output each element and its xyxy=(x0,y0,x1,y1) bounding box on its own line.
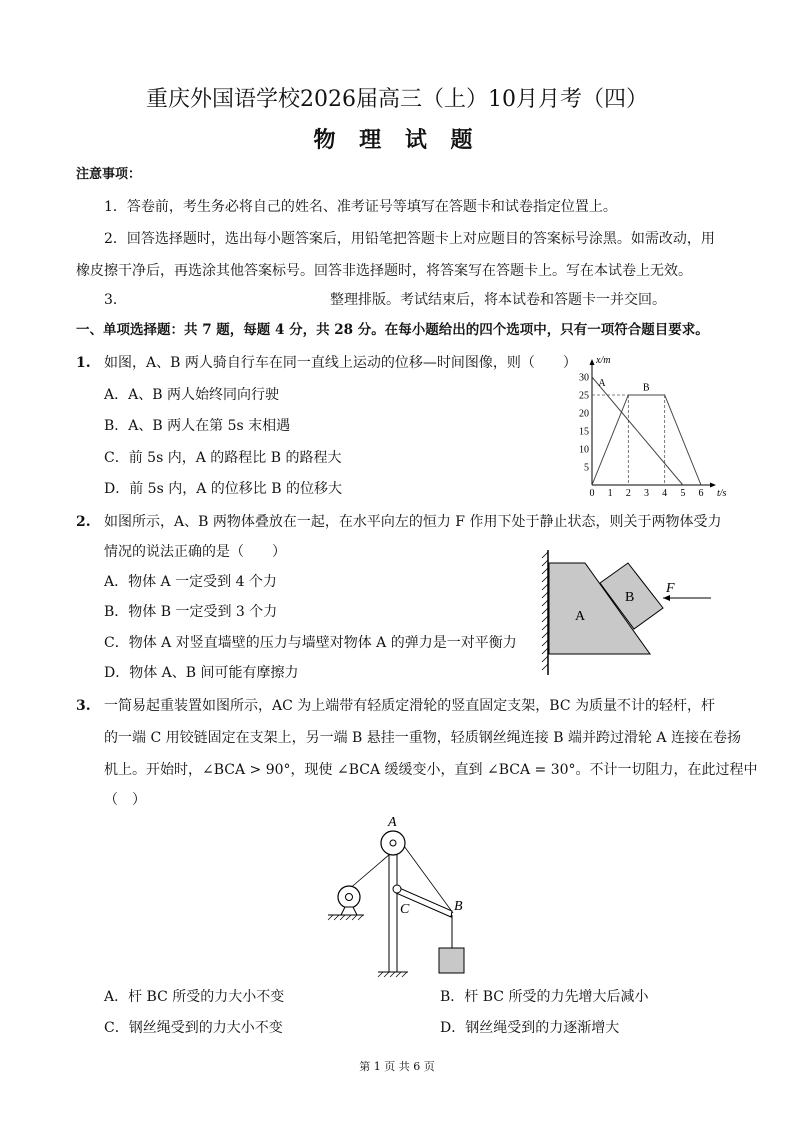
note-2-cont: 橡皮擦干净后，再选涂其他答案标号。回答非选择题时，将答案写在答题卡上。写在本试卷上无效。 xyxy=(76,263,692,279)
x-tick-label: 5 xyxy=(680,488,686,499)
q3-option-a: A．杆 BC 所受的力大小不变 xyxy=(104,989,285,1005)
q2-stem-1: 如图所示，A、B 两物体叠放在一起，在水平向左的恒力 F 作用下处于静止状态，则关于两物体受力 xyxy=(104,514,722,530)
section-heading: 一、单项选择题：共 7 题，每题 4 分，共 28 分。在每小题给出的四个选项中，只有一项符合题目要求。 xyxy=(76,322,709,338)
q1-option-b: B．A、B 两人在第 5s 末相遇 xyxy=(104,418,291,434)
x-axis-arrow xyxy=(710,483,716,488)
q2-stem-2: 情况的说法正确的是（ ） xyxy=(104,544,286,560)
q3-number: 3. xyxy=(76,698,91,714)
label-a: A xyxy=(575,609,586,624)
x-tick-label: 4 xyxy=(662,488,668,499)
q3-crane-figure xyxy=(320,805,490,985)
page-footer: 第 1 页 共 6 页 xyxy=(359,1060,435,1073)
label-c: C xyxy=(400,902,410,917)
y-axis-arrow xyxy=(590,359,595,365)
q1-stem: 如图，A、B 两人骑自行车在同一直线上运动的位移—时间图像，则（ ） xyxy=(104,355,577,371)
y-tick-label: 5 xyxy=(584,462,589,474)
note-2: 2．回答选择题时，选出每小题答案后，用铅笔把答题卡上对应题目的答案标号涂黑。如需改动，用 xyxy=(104,231,715,247)
subject-title: 物 理 试 题 xyxy=(313,127,481,153)
y-tick-label: 10 xyxy=(579,444,589,456)
q2-option-a: A．物体 A 一定受到 4 个力 xyxy=(104,574,277,590)
y-tick-label: 20 xyxy=(579,408,589,420)
x-tick-label: 6 xyxy=(698,488,704,499)
series-line-B xyxy=(592,395,701,485)
x-tick-label: 3 xyxy=(644,488,649,499)
q2-number: 2. xyxy=(76,514,91,530)
q2-option-b: B．物体 B 一定受到 3 个力 xyxy=(104,604,278,620)
q1-option-d: D．前 5s 内，A 的位移比 B 的位移大 xyxy=(104,481,342,497)
x-axis-label: t/s xyxy=(717,488,727,499)
series-label-A: A xyxy=(598,378,606,389)
label-f: F xyxy=(666,581,675,596)
q2-option-c: C．物体 A 对竖直墙壁的压力与墙壁对物体 A 的弹力是一对平衡力 xyxy=(104,635,517,651)
q3-stem-1: 一简易起重装置如图所示，AC 为上端带有轻质定滑轮的竖直固定支架，BC 为质量不计的轻杆，杆 xyxy=(104,698,715,714)
weight xyxy=(439,948,464,973)
notes-heading: 注意事项： xyxy=(76,167,142,182)
y-axis-label: x/m xyxy=(596,355,611,366)
y-tick-label: 30 xyxy=(579,372,589,384)
x-tick-label: 1 xyxy=(607,488,613,499)
q3-stem-4: （ ） xyxy=(104,792,146,808)
x-tick-label: 0 xyxy=(589,488,595,499)
q3-option-b: B．杆 BC 所受的力先增大后减小 xyxy=(440,989,649,1005)
q3-option-d: D．钢丝绳受到的力逐渐增大 xyxy=(440,1020,620,1036)
label-b: B xyxy=(454,899,463,914)
q1-option-c: C．前 5s 内，A 的路程比 B 的路程大 xyxy=(104,450,342,466)
q1-option-a: A．A、B 两人始终同向行驶 xyxy=(104,387,279,403)
note-1: 1．答卷前，考生务必将自己的姓名、准考证号等填写在答题卡和试卷指定位置上。 xyxy=(104,199,617,215)
x-tick-label: 2 xyxy=(625,488,631,499)
exam-title: 重庆外国语学校2026届高三（上）10月月考（四） xyxy=(146,87,648,112)
q3-option-c: C．钢丝绳受到的力大小不变 xyxy=(104,1020,283,1036)
q2-option-d: D．物体 A、B 间可能有摩擦力 xyxy=(104,665,299,681)
q2-blocks-figure xyxy=(520,540,720,680)
note-3-num: 3． xyxy=(104,292,127,308)
q1-number: 1. xyxy=(76,355,91,371)
note-3: 整理排版。考试结束后，将本试卷和答题卡一并交回。 xyxy=(330,292,666,308)
q3-stem-3: 机上。开始时，∠BCA > 90°，现使 ∠BCA 缓缓变小，直到 ∠BCA = 30°。不计一切阻力，在此过程中 xyxy=(104,762,758,778)
y-tick-label: 25 xyxy=(579,390,589,402)
label-a: A xyxy=(388,815,397,830)
y-tick-label: 15 xyxy=(579,426,589,438)
q3-stem-2: 的一端 C 用铰链固定在支架上，另一端 B 悬挂一重物，轻质钢丝绳连接 B 端并跨过滑轮 A 连接在卷扬 xyxy=(104,730,741,746)
series-line-A xyxy=(592,377,683,485)
label-b: B xyxy=(625,590,635,605)
series-label-B: B xyxy=(642,382,650,394)
